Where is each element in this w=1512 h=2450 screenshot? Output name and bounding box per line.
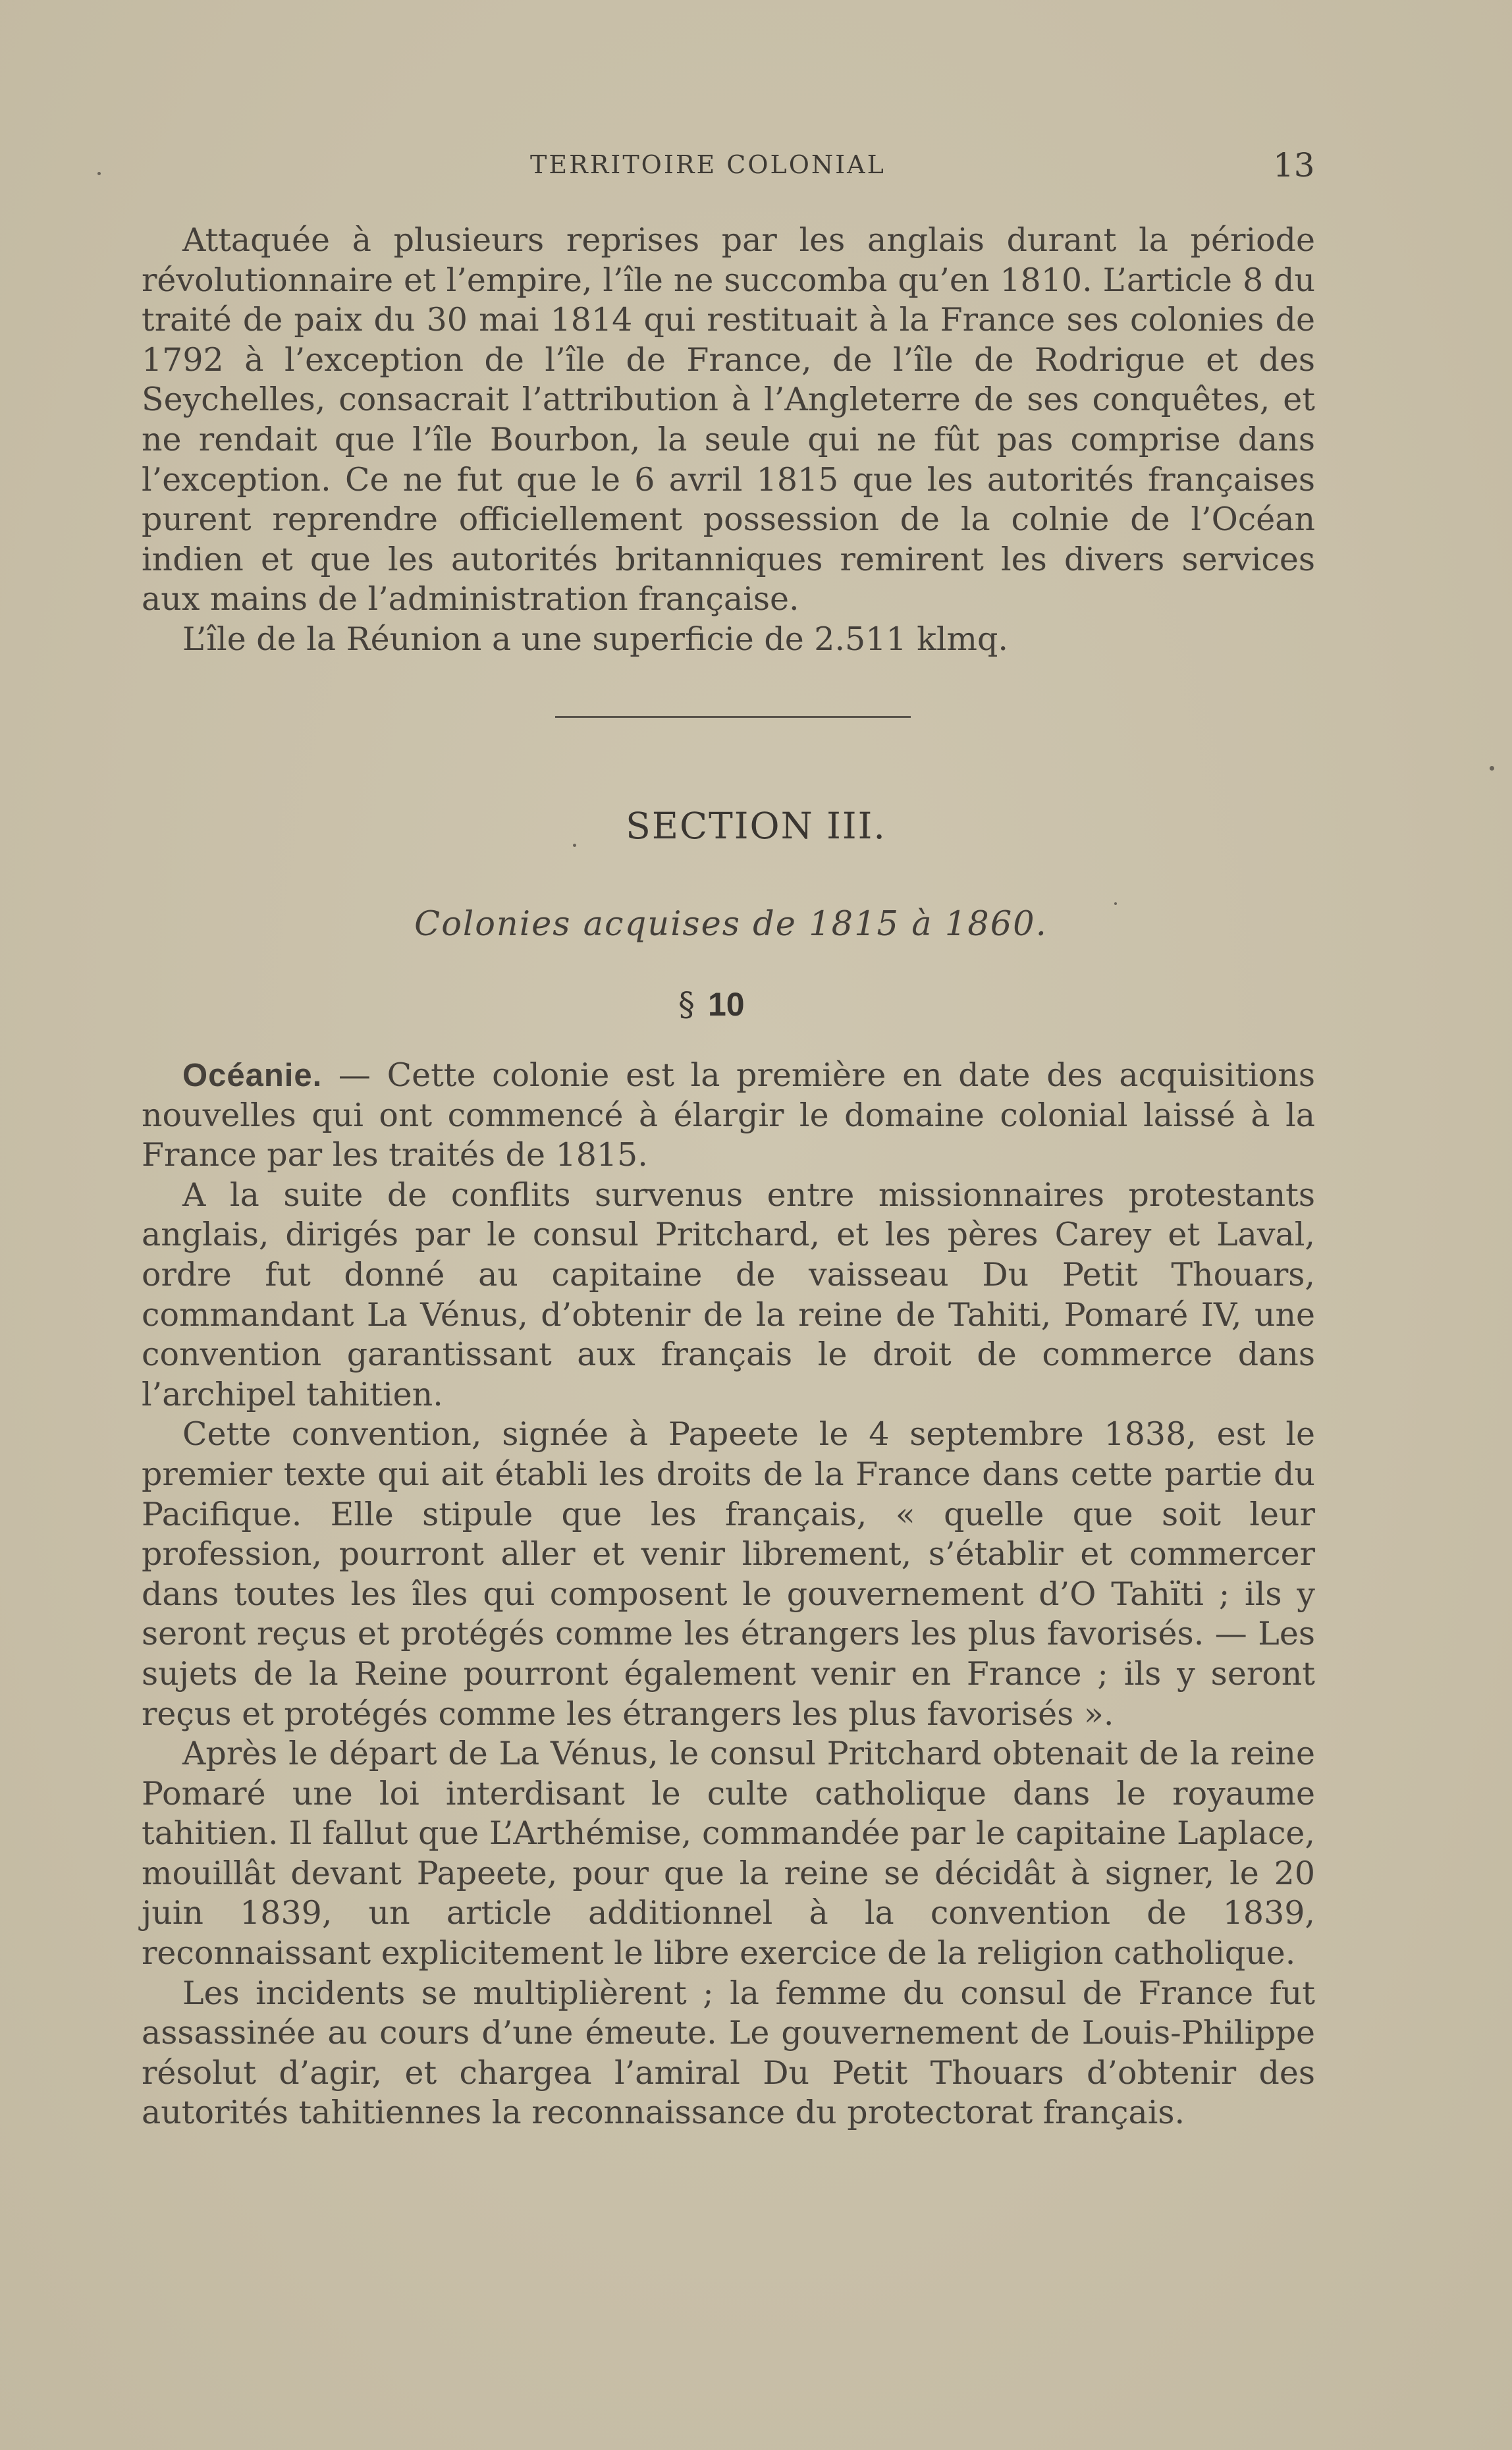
lead-term: Océanie.	[182, 1058, 323, 1093]
paper-speck	[97, 172, 101, 175]
section-oceanie-text	[142, 1056, 1315, 2133]
section-heading: SECTION III.	[626, 805, 886, 847]
paragraph: Attaquée à plusieurs reprises par les anglais durant la période révolutionnaire et l’empire, l’île ne succomba qu’en 1810. L’article 8 du traité de paix du 30 mai 1814 qui restituait à la France ses colonies de 1792 à l’exception de l’île de France, de l’île de Rodrigue et des Seychelles, consacrait l’attribution à l’Angleterre de ses conquêtes, et ne rendait que l’île Bourbon, la seule qui ne fût pas comprise dans l’exception. Ce ne fut que le 6 avril 1815 que les autorités françaises purent reprendre officiellement possession de la colnie de l’Océan indien et que les autorités britanniques remirent les divers services aux mains de l’administration française.	[142, 221, 1315, 618]
paper-speck	[573, 844, 576, 847]
section-subtitle: Colonies acquises de 1815 à 1860.	[414, 905, 1048, 944]
paragraph-number: 10	[708, 986, 745, 1023]
running-title: TERRITOIRE COLONIAL	[530, 150, 886, 179]
paragraph: Cette convention, signée à Papeete le 4 septembre 1838, est le premier texte qui ait établi les droits de la France dans cette partie du Pacifique. Elle stipule que les français, « quelle que soit leur profession, pourront aller et venir librement, s’établir et commercer dans toutes les îles qui composent le gouvernement d’O Tahïti ; ils y seront reçus et protégés comme les étrangers les plus favorisés. — Les sujets de la Reine pourront également venir en France ; ils y seront reçus et protégés comme les étrangers les plus favorisés ».	[142, 1415, 1315, 1733]
paragraph: Après le départ de La Vénus, le consul Pritchard obtenait de la reine Pomaré une loi interdisant le culte catholique dans le royaume tahitien. Il fallut que L’Arthémise, commandée par le capitaine Laplace, mouillât devant Papeete, pour que la reine se décidât à signer, le 20 juin 1839, un article additionnel à la convention de 1839, reconnaissant explicitement le libre exercice de la religion catholique.	[142, 1735, 1315, 1973]
paragraph: L’île de la Réunion a une superficie de 2.511 klmq.	[182, 620, 1008, 658]
lead-text: — Cette colonie est la première en date des acquisitions nouvelles qui ont commencé à élargir le domaine colonial laissé à la France par les traités de 1815.	[142, 1056, 1315, 1174]
running-head	[0, 146, 1512, 186]
paragraph: A la suite de conflits survenus entre missionnaires protestants anglais, dirigés par le consul Pritchard, et les pères Carey et Laval, ordre fut donné au capitaine de vaisseau Du Petit Thouars, commandant La Vénus, d’obtenir de la reine de Tahiti, Pomaré IV, une convention garantissant aux français le droit de commerce dans l’archipel tahitien.	[142, 1176, 1315, 1413]
paper-speck	[1490, 766, 1494, 771]
section-sign: §	[678, 985, 695, 1023]
paper-speck	[1114, 902, 1117, 905]
paragraph: Les incidents se multiplièrent ; la femme du consul de France fut assassinée au cours d’une émeute. Le gouvernement de Louis-Philippe résolut d’agir, et chargea l’amiral Du Petit Thouars d’obtenir des autorités tahitiennes la reconnaissance du protectorat français.	[142, 1974, 1315, 2132]
section-divider-rule	[555, 716, 911, 718]
page-number: 13	[1273, 146, 1315, 184]
lead-paragraph	[142, 1056, 1315, 1176]
paragraph-number-heading	[678, 985, 745, 1023]
section-previous-text	[142, 221, 1315, 660]
